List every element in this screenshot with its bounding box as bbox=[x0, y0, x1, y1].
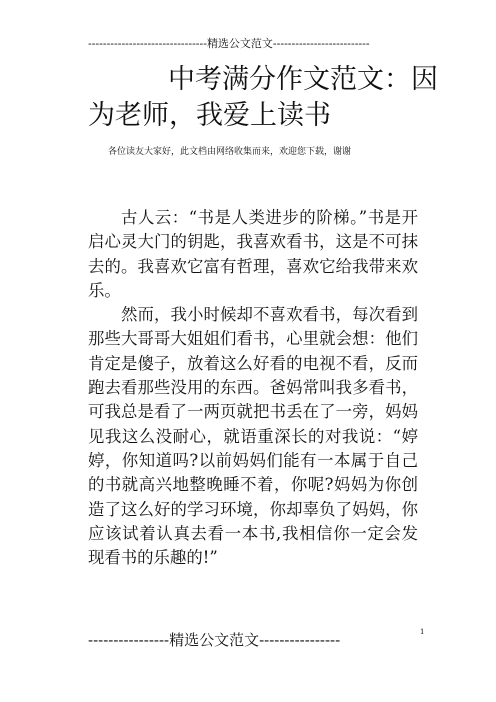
body-paragraph: 古人云：“书是人类进步的阶梯。”书是开启心灵大门的钥匙，我喜欢看书，这是不可抹去的。我喜欢它富有哲理，喜欢它给我带来欢乐。 bbox=[88, 208, 418, 300]
document-title: 中考满分作文范文：因为老师，我爱上读书 bbox=[88, 64, 438, 131]
header-banner: --------------------------------精选公文范文-------------------------- bbox=[88, 37, 370, 50]
body-paragraph: 然而，我小时候却不喜欢看书，每次看到那些大哥哥大姐姐们看书，心里就会想：他们肯定是傻子，放着这么好看的电视不看，反而跑去看那些没用的东西。爸妈常叫我多看书，可我总是看了一两页就把书丢在了一旁，妈妈见我这么没耐心，就语重深长的对我说：“婷婷，你知道吗?以前妈妈们能有一本属于自己的书就高兴地整晚睡不着，你呢?妈妈为你创造了这么好的学习环境，你却辜负了妈妈，你应该试着认真去看一本书,我相信你一定会发现看书的乐趣的!” bbox=[88, 305, 418, 568]
document-body bbox=[88, 206, 418, 570]
document-subtitle: 各位读友大家好，此文档由网络收集而来，欢迎您下载，谢谢 bbox=[108, 147, 352, 157]
footer-banner: ----------------精选公文范文---------------- bbox=[88, 631, 341, 649]
page-number: 1 bbox=[420, 628, 425, 636]
